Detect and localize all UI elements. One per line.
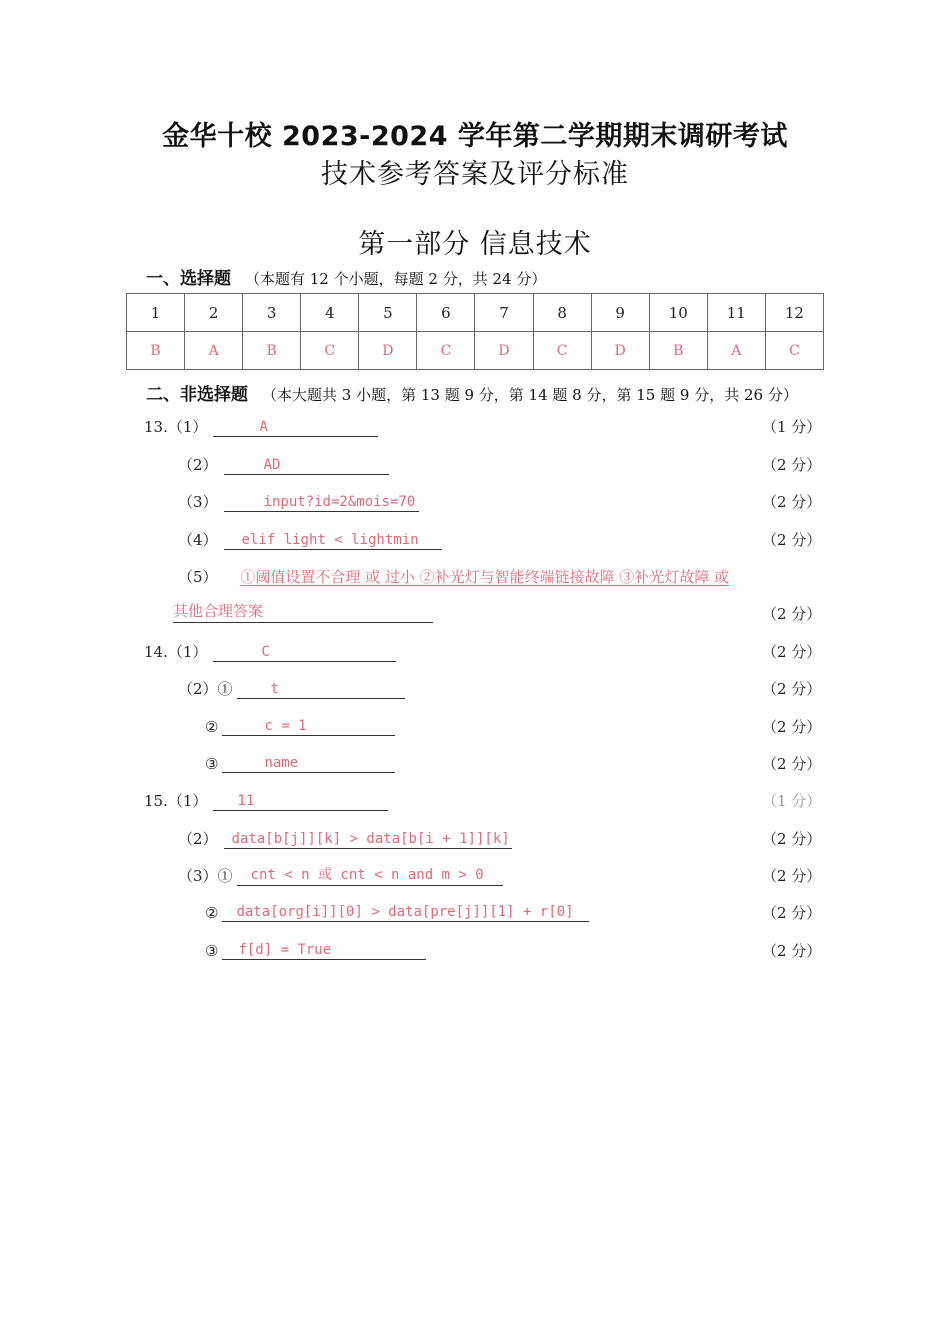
question-number: 1 [127,294,185,332]
q13-2-label [178,454,389,475]
choice-answer: B [127,332,185,370]
answer-text: ①阈值设置不合理 或 过小 ②补光灯与智能终端链接故障 ③补光灯故障 或 [240,568,730,586]
section1-heading-text: 一、选择题 [146,269,231,289]
answer-table-answer-row [127,332,824,370]
choice-answer: B [243,332,301,370]
answer-blank [224,829,512,849]
answer-text: data[org[i]][0] > data[pre[j]][1] + r[0] [236,904,574,920]
score-label: （2 分） [762,755,822,773]
answer-blank [213,791,388,811]
section2-heading [146,380,798,405]
answer-text: C [261,644,270,660]
answer-blank [222,902,589,922]
score-label: （2 分） [762,867,822,885]
answer-text: cnt < n 或 cnt < n and m > 0 [250,867,484,883]
q15-label-text: 15.（1） [144,792,208,810]
question-number: 12 [765,294,823,332]
score-label: （1 分） [762,792,822,810]
score-label: （2 分） [762,680,822,698]
score-label: （2 分） [762,456,822,474]
question-number: 8 [533,294,591,332]
question-number: 9 [591,294,649,332]
q15-2-label [178,828,512,849]
q15-3-label [178,865,503,886]
question-number: 11 [707,294,765,332]
answer-blank [222,940,426,960]
section1-note: （本题有 12 个小题，每题 2 分，共 24 分） [245,270,547,288]
q13-label-text: 13.（1） [144,418,208,436]
part-title: 第一部分 信息技术 [358,229,592,260]
choice-answer: B [649,332,707,370]
answer-text: 其他合理答案 [173,602,264,620]
choice-answer: D [475,332,533,370]
q14-2b-label [205,716,395,736]
answer-blank [237,679,405,699]
question-number: 7 [475,294,533,332]
q14-2-label-text: （2）① [178,680,233,698]
choice-answer: C [765,332,823,370]
section2-heading-text: 二、非选择题 [146,385,248,405]
score-label: （2 分） [762,830,822,848]
answer-blank [213,642,396,662]
answer-text: f[d] = True [238,942,332,958]
answer-blank [224,455,389,475]
answer-text: elif light < lightmin [241,532,419,548]
score-label: （2 分） [762,605,822,623]
score-label: （2 分） [762,904,822,922]
question-number: 6 [417,294,475,332]
answer-text: A [259,419,268,435]
q14-2c-label [205,753,395,773]
question-number: 4 [301,294,359,332]
q13-2-label-text: （2） [178,456,218,474]
answer-text: t [270,681,279,697]
score-label: （2 分） [762,643,822,661]
choice-answer: D [359,332,417,370]
answer-blank [224,530,442,550]
answer-blank [213,417,378,437]
choice-answer: A [185,332,243,370]
q13-3-label [178,491,419,512]
q14-2b-label-text: ② [205,718,219,736]
q13-4-label-text: （4） [178,531,218,549]
section1-heading [146,264,546,289]
q14-label [144,641,396,662]
q13-label [144,416,378,437]
answer-table [126,293,824,370]
q14-2c-label-text: ③ [205,755,219,773]
score-label: （1 分） [762,418,822,436]
choice-answer: C [533,332,591,370]
choice-answer: D [591,332,649,370]
answer-text: input?id=2&mois=70 [263,494,416,510]
q15-3-label-text: （3）① [178,867,233,885]
score-label: （2 分） [762,531,822,549]
question-number: 10 [649,294,707,332]
q15-3c-label-text: ③ [205,942,219,960]
question-number: 2 [185,294,243,332]
q14-label-text: 14.（1） [144,643,208,661]
answer-blank [222,753,395,773]
q15-3b-label [205,902,589,922]
answer-blank [237,866,503,886]
answer-text: 11 [237,793,255,809]
page-title: 金华十校 2023-2024 学年第二学期期末调研考试 [162,121,788,152]
score-label: （2 分） [762,718,822,736]
choice-answer: C [417,332,475,370]
answer-text: data[b[j]][k] > data[b[i + 1]][k] [231,831,510,847]
q15-label [144,790,388,811]
answer-text: name [264,755,299,771]
question-number: 3 [243,294,301,332]
answer-table-number-row [127,294,824,332]
answer-text: AD [263,457,281,473]
answer-blank [222,716,395,736]
choice-answer: A [707,332,765,370]
q14-2-label [178,678,405,699]
score-label: （2 分） [762,493,822,511]
q13-5-continuation [173,603,433,623]
q13-3-label-text: （3） [178,493,218,511]
question-number: 5 [359,294,417,332]
q15-3b-label-text: ② [205,904,219,922]
answer-blank [173,603,433,623]
q13-5-label-text: （5） [178,568,218,586]
answer-blank [224,492,419,512]
choice-answer: C [301,332,359,370]
q13-5-label [178,566,729,587]
q15-2-label-text: （2） [178,830,218,848]
answer-text: c = 1 [264,718,307,734]
page-subtitle: 技术参考答案及评分标准 [321,159,629,190]
q13-4-label [178,529,442,550]
q15-3c-label [205,940,426,960]
section2-note: （本大题共 3 小题，第 13 题 9 分，第 14 题 8 分，第 15 题 9 分，共 26 分） [262,386,798,404]
score-label: （2 分） [762,942,822,960]
